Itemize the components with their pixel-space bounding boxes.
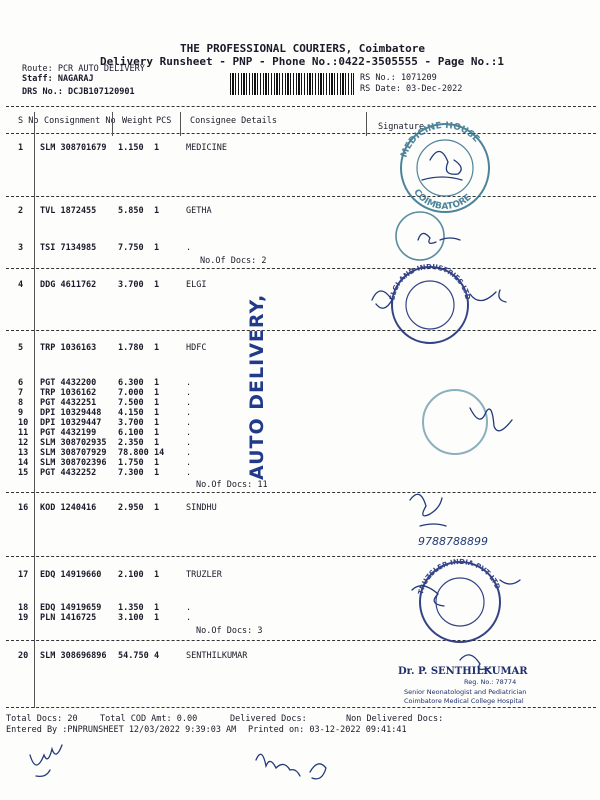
col-weight: Weight — [122, 116, 153, 126]
row-pcs: 1 — [154, 570, 160, 580]
row-weight: 3.100 — [118, 613, 144, 623]
row-consignment: TVL 1872455 — [40, 206, 97, 216]
row-pcs: 1 — [154, 206, 160, 216]
entered-by: Entered By :PNPRUNSHEET 12/03/2022 9:39:03 AM — [6, 725, 237, 735]
row-pcs: 1 — [154, 458, 160, 468]
row-details: . — [186, 468, 192, 478]
row-consignment: SLM 308696896 — [40, 651, 107, 661]
row-weight: 3.700 — [118, 418, 144, 428]
row-details: HDFC — [186, 343, 207, 353]
row-sno: 3 — [18, 243, 24, 253]
row-weight: 6.300 — [118, 378, 144, 388]
row-consignment: TRP 1036163 — [40, 343, 97, 353]
col-pcs: PCS — [156, 116, 172, 126]
docs-count-note: No.Of Docs: 3 — [196, 626, 263, 636]
row-details: . — [186, 448, 192, 458]
col-sno: S No — [18, 116, 39, 126]
row-consignment: SLM 308702935 — [40, 438, 107, 448]
row-consignment: SLM 308707929 — [40, 448, 107, 458]
row-consignment: PGT 4432251 — [40, 398, 97, 408]
truzsler-stamp — [417, 558, 502, 642]
doctor-stamp-reg: Reg. No.: 78774 — [464, 678, 517, 686]
row-pcs: 1 — [154, 468, 160, 478]
row-pcs: 1 — [154, 438, 160, 448]
row-pcs: 1 — [154, 280, 160, 290]
row-details: . — [186, 388, 192, 398]
row-weight: 2.100 — [118, 570, 144, 580]
row-consignment: DDG 4611762 — [40, 280, 97, 290]
row-pcs: 1 — [154, 378, 160, 388]
rs-number: RS No.: 1071209 — [360, 73, 437, 83]
row-sno: 1 — [18, 143, 24, 153]
row-weight: 78.800 — [118, 448, 149, 458]
row-details: . — [186, 438, 192, 448]
row-sno: 13 — [18, 448, 29, 458]
row-weight: 1.350 — [118, 603, 144, 613]
drs-number: DRS No.: DCJB107120901 — [22, 87, 135, 97]
row-details: . — [186, 418, 192, 428]
handwritten-phone: 9788788899 — [418, 535, 488, 548]
row-weight: 6.100 — [118, 428, 144, 438]
row-sno: 11 — [18, 428, 29, 438]
row-weight: 7.300 — [118, 468, 144, 478]
row-consignment: PGT 4432200 — [40, 378, 97, 388]
staff: Staff: NAGARAJ — [22, 74, 94, 84]
row-details: . — [186, 378, 192, 388]
row-consignment: PLN 1416725 — [40, 613, 97, 623]
row-pcs: 4 — [154, 651, 160, 661]
row-weight: 3.700 — [118, 280, 144, 290]
row-pcs: 1 — [154, 398, 160, 408]
row-sno: 7 — [18, 388, 24, 398]
row-consignment: PGT 4432199 — [40, 428, 97, 438]
row-sno: 10 — [18, 418, 29, 428]
elgi-stamp — [388, 263, 471, 343]
col-signature: Signature — [378, 122, 425, 132]
doctor-stamp-title: Senior Neonatologist and Pediatrician — [404, 688, 527, 696]
row-details: MEDICINE — [186, 143, 227, 153]
col-details: Consignee Details — [190, 116, 277, 126]
row-weight: 2.950 — [118, 503, 144, 513]
row-pcs: 1 — [154, 603, 160, 613]
row-weight: 1.750 — [118, 458, 144, 468]
row-consignment: EDQ 14919660 — [40, 570, 102, 580]
col-consignment: Consignment No — [44, 116, 116, 126]
row-details: SENTHILKUMAR — [186, 651, 248, 661]
non-delivered-docs: Non Delivered Docs: — [346, 714, 444, 724]
row-consignment: SLM 308702396 — [40, 458, 107, 468]
row-pcs: 1 — [154, 143, 160, 153]
row-details: . — [186, 603, 192, 613]
row-consignment: TRP 1036162 — [40, 388, 97, 398]
svg-text:MEDICINE HOUSE: MEDICINE HOUSE — [399, 120, 482, 160]
row-weight: 4.150 — [118, 408, 144, 418]
total-cod: Total COD Amt: 0.00 — [100, 714, 198, 724]
row-pcs: 1 — [154, 428, 160, 438]
svg-text:COIMBATORE: COIMBATORE — [411, 187, 474, 213]
row-details: . — [186, 243, 192, 253]
row-consignment: DPI 10329447 — [40, 418, 102, 428]
row-sno: 16 — [18, 503, 29, 513]
row-weight: 1.780 — [118, 343, 144, 353]
row-consignment: PGT 4432252 — [40, 468, 97, 478]
row-pcs: 1 — [154, 388, 160, 398]
delivered-docs: Delivered Docs: — [230, 714, 307, 724]
row-pcs: 1 — [154, 408, 160, 418]
row-sno: 18 — [18, 603, 29, 613]
row-sno: 20 — [18, 651, 29, 661]
doctor-stamp-name: Dr. P. SENTHILKUMAR — [398, 666, 528, 677]
rs-date: RS Date: 03-Dec-2022 — [360, 84, 463, 94]
docs-count-note: No.Of Docs: 2 — [200, 256, 267, 266]
row-pcs: 1 — [154, 418, 160, 428]
route: Route: PCR AUTO DELIVERY — [22, 64, 145, 74]
row-consignment: SLM 308701679 — [40, 143, 107, 153]
row-weight: 7.500 — [118, 398, 144, 408]
row-details: . — [186, 398, 192, 408]
row-sno: 15 — [18, 468, 29, 478]
row-sno: 19 — [18, 613, 29, 623]
row-pcs: 1 — [154, 613, 160, 623]
docs-count-note: No.Of Docs: 11 — [196, 480, 268, 490]
total-docs: Total Docs: 20 — [6, 714, 78, 724]
row-details: ELGI — [186, 280, 207, 290]
row-sno: 9 — [18, 408, 24, 418]
row-details: . — [186, 428, 192, 438]
row-weight: 1.150 — [118, 143, 144, 153]
row-details: TRUZLER — [186, 570, 222, 580]
row-sno: 12 — [18, 438, 29, 448]
row-pcs: 1 — [154, 503, 160, 513]
row-details: . — [186, 613, 192, 623]
runsheet-title: Delivery Runsheet - PNP - Phone No.:0422-3505555 - Page No.:1 — [100, 55, 504, 68]
row-weight: 7.000 — [118, 388, 144, 398]
row-details: . — [186, 408, 192, 418]
row-consignment: TSI 7134985 — [40, 243, 97, 253]
row-sno: 17 — [18, 570, 29, 580]
doctor-stamp-hospital: Coimbatore Medical College Hospital — [404, 697, 524, 705]
row-weight: 54.750 — [118, 651, 149, 661]
row-sno: 14 — [18, 458, 29, 468]
row-weight: 2.350 — [118, 438, 144, 448]
row-consignment: DPI 10329448 — [40, 408, 102, 418]
auto-delivery-stamp: AUTO DELIVERY, — [246, 293, 268, 480]
row-pcs: 1 — [154, 343, 160, 353]
row-details: GETHA — [186, 206, 212, 216]
row-consignment: KOD 1240416 — [40, 503, 97, 513]
bank-stamp — [423, 390, 487, 454]
row-sno: 8 — [18, 398, 24, 408]
row-weight: 7.750 — [118, 243, 144, 253]
row-details: . — [186, 458, 192, 468]
row-sno: 4 — [18, 280, 24, 290]
company-name: THE PROFESSIONAL COURIERS, Coimbatore — [180, 42, 426, 55]
medicine-house-stamp — [399, 121, 489, 212]
row-pcs: 1 — [154, 243, 160, 253]
svg-text:TRUZSLER INDIA PVT LTD: TRUZSLER INDIA PVT LTD — [416, 557, 502, 596]
row-details: SINDHU — [186, 503, 217, 513]
row-sno: 2 — [18, 206, 24, 216]
row-sno: 6 — [18, 378, 24, 388]
printed-on: Printed on: 03-12-2022 09:41:41 — [248, 725, 407, 735]
row-consignment: EDQ 14919659 — [40, 603, 102, 613]
svg-text:ELGI AND INDUSTRIES LTD: ELGI AND INDUSTRIES LTD — [388, 262, 472, 301]
row-pcs: 14 — [154, 448, 165, 458]
row-sno: 5 — [18, 343, 24, 353]
row-weight: 5.850 — [118, 206, 144, 216]
